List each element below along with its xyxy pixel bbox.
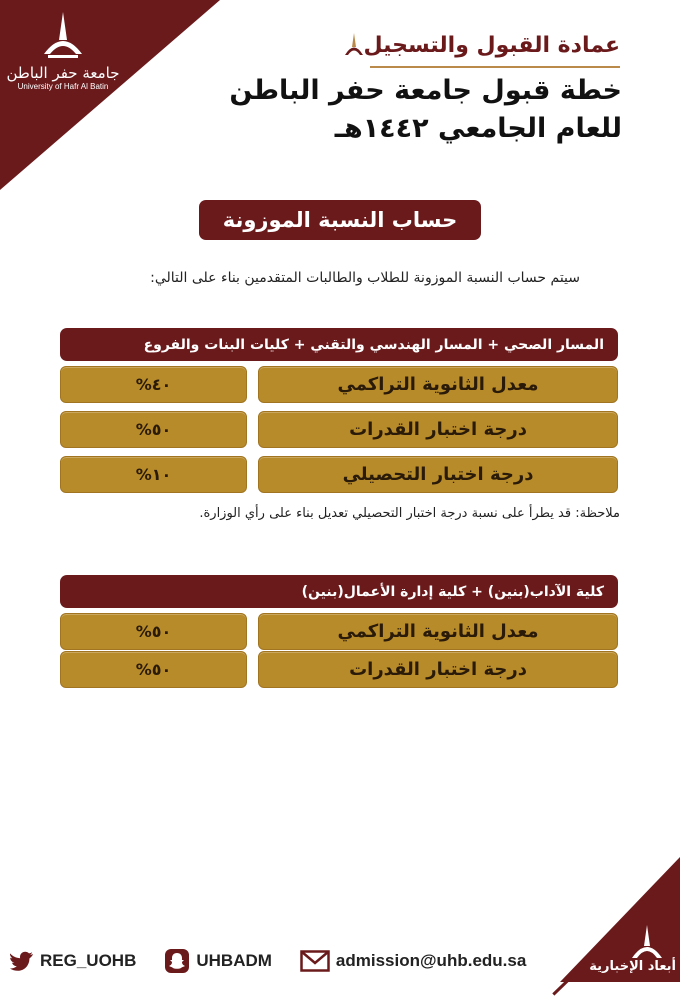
group-header-1: المسار الصحي + المسار الهندسي والتقني + كليات البنات والفروع	[60, 328, 618, 361]
criterion-weight: ١٠%	[60, 456, 247, 493]
criterion-weight: ٥٠%	[60, 651, 247, 688]
table-row	[60, 411, 618, 448]
university-emblem-icon	[40, 10, 86, 62]
twitter-handle: REG_UOHB	[40, 951, 137, 970]
email-icon	[300, 950, 330, 972]
email-contact[interactable]	[300, 950, 526, 972]
twitter-contact[interactable]	[10, 951, 136, 971]
criterion-label: درجة اختبار القدرات	[258, 411, 618, 448]
snapchat-icon	[164, 948, 190, 974]
table-row	[60, 456, 618, 493]
university-emblem-icon	[630, 924, 664, 964]
university-logo	[4, 10, 122, 92]
university-name-english: University of Hafr Al Batin	[17, 82, 109, 91]
snapchat-handle: UHBADM	[196, 951, 272, 970]
department-underline	[370, 66, 620, 68]
department-name: عمادة القبول والتسجيل	[363, 32, 620, 58]
department-heading	[336, 32, 620, 58]
table-row	[60, 366, 618, 403]
criterion-weight: ٥٠%	[60, 613, 247, 650]
table-row	[60, 613, 618, 650]
group-header-2: كلية الآداب(بنين) + كلية إدارة الأعمال(بنين)	[60, 575, 618, 608]
criterion-weight: ٤٠%	[60, 366, 247, 403]
email-address: admission@uhb.edu.sa	[335, 951, 527, 970]
university-name-arabic: جامعة حفر الباطن	[6, 64, 120, 82]
twitter-icon	[10, 951, 34, 971]
criterion-label: معدل الثانوية التراكمي	[258, 613, 618, 650]
snapchat-contact[interactable]	[164, 948, 272, 974]
criterion-label: معدل الثانوية التراكمي	[258, 366, 618, 403]
title-line-1: خطة قبول جامعة حفر الباطن	[229, 75, 622, 106]
table-row	[60, 651, 618, 688]
note-text: ملاحظة: قد يطرأ على نسبة درجة اختبار التحصيلي تعديل بناء على رأي الوزارة.	[199, 506, 620, 521]
section-title: حساب النسبة الموزونة	[199, 200, 481, 240]
watermark: أبعاد الإخبارية	[589, 959, 676, 974]
criterion-label: درجة اختبار التحصيلي	[258, 456, 618, 493]
contact-footer	[10, 948, 554, 974]
criterion-weight: ٥٠%	[60, 411, 247, 448]
page-title	[229, 72, 622, 148]
intro-text: سيتم حساب النسبة الموزونة للطلاب والطالبات المتقدمين بناء على التالي:	[150, 270, 580, 286]
criterion-label: درجة اختبار القدرات	[258, 651, 618, 688]
title-line-2: للعام الجامعي ١٤٤٢هـ	[334, 113, 622, 144]
university-emblem-icon	[344, 32, 364, 58]
